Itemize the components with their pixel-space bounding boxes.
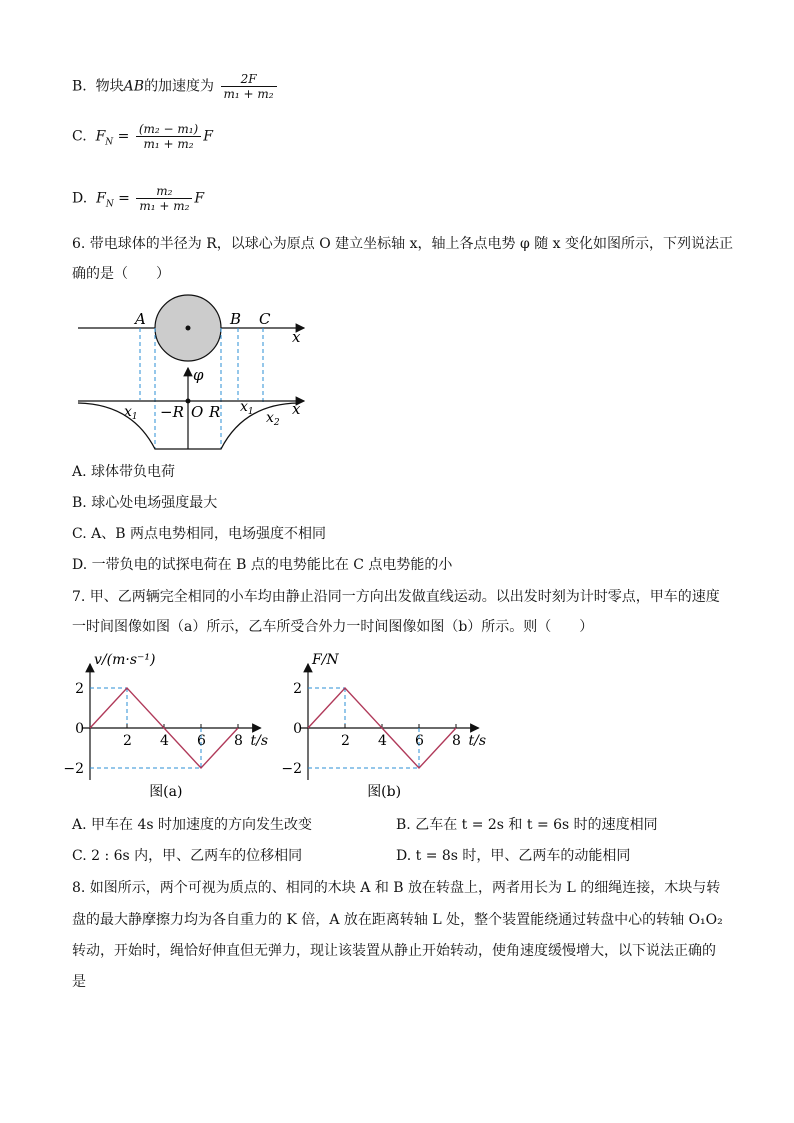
option-d: D. $F_N$ = $\frac{\text{m₂}}{\text{m₁ + m₂}}$ F	[72, 184, 205, 213]
q8-stem-line4: 是	[72, 974, 86, 990]
option-c: C. $F_N$ = $\frac{\text{(m₂ − m₁)}}{\text{m₁ + m₂}}$ F	[72, 122, 213, 151]
q7b-ytick-label-0: 2	[293, 681, 302, 697]
q6-option-d: D. 一带负电的试探电荷在 B 点的电势能比在 C 点电势能的小	[72, 557, 453, 573]
q6-label-r: R	[209, 403, 221, 421]
option-b: B. 物块AB的加速度为 $\frac{2F}{\text{m₁ + m₂}}$	[72, 72, 279, 101]
q6-option-b: B. 球心处电场强度最大	[72, 495, 218, 511]
q7-option-d: D. t = 8s 时，甲、乙两车的动能相同	[396, 848, 631, 864]
q7b-title: 图(b)	[367, 784, 402, 800]
q6-origin-dot	[186, 399, 191, 404]
q6-option-c: C. A、B 两点电势相同，电场强度不相同	[72, 526, 326, 542]
q7-chart-b	[281, 645, 500, 807]
q7-option-c: C. 2 : 6s 内，甲、乙两车的位移相同	[72, 848, 303, 864]
q7b-ytick-label-2: −2	[281, 761, 302, 777]
q7a-title: 图(a)	[149, 784, 183, 800]
q7b-xtick-label-6: 6	[415, 733, 424, 749]
q7b-ytick-label-1: 0	[293, 721, 302, 737]
q7b-ylabel: F/N	[312, 652, 339, 668]
q6-label-o: O	[191, 403, 204, 421]
q7-option-b: B. 乙车在 t = 2s 和 t = 6s 时的速度相同	[396, 817, 658, 833]
q7a-xtick-label-4: 4	[160, 733, 169, 749]
q7a-xtick-label-2: 2	[123, 733, 132, 749]
q7-option-a: A. 甲车在 4s 时加速度的方向发生改变	[72, 817, 313, 833]
q7a-xtick-label-6: 6	[197, 733, 206, 749]
q8-stem-line3: 转动，开始时，绳恰好伸直但无弹力，现让该装置从静止开始转动，使角速度缓慢增大，以下说法正确的	[72, 943, 716, 959]
option-b-fraction: $\frac{2F}{\text{m₁ + m₂}}$	[221, 72, 277, 101]
q6-label-x1-left: $x_1$	[124, 404, 138, 422]
q6-label-phi: φ	[193, 366, 204, 384]
q6-label-c: C	[259, 310, 271, 328]
q6-figure	[72, 292, 322, 452]
option-d-fraction: $\frac{\text{m₂}}{\text{m₁ + m₂}}$	[136, 184, 192, 213]
q6-label-x2: $x_2$	[266, 410, 280, 428]
q6-label-x1-right: $x_1$	[240, 399, 254, 417]
q6-label-b: B	[230, 310, 242, 328]
q7b-xtick-label-2: 2	[341, 733, 350, 749]
q6-option-a: A. 球体带负电荷	[72, 464, 176, 480]
q7a-ytick-label-2: −2	[63, 761, 84, 777]
q7a-ytick-label-0: 2	[75, 681, 84, 697]
q8-stem-line2: 盘的最大静摩擦力均为各自重力的 K 倍，A 放在距离转轴 L 处，整个装置能绕通过转盘中心的转轴 O₁O₂	[72, 912, 723, 928]
q7a-xtick-label-8: 8	[234, 733, 243, 749]
q6-stem-line1: 6. 带电球体的半径为 R，以球心为原点 O 建立坐标轴 x，轴上各点电势 φ 随 x 变化如图所示，下列说法正	[72, 236, 734, 252]
q6-sphere-center	[186, 326, 191, 331]
q6-label-x-top: x	[292, 328, 301, 346]
q6-stem-line2: 确的是（ ）	[72, 266, 170, 282]
q7a-xlabel: t/s	[250, 733, 269, 749]
q6-label-x-bottom: x	[292, 400, 301, 418]
q6-label-a: A	[135, 310, 146, 328]
q8-stem-line1: 8. 如图所示，两个可视为质点的、相同的木块 A 和 B 放在转盘上，两者用长为 L 的细绳连接，木块与转	[72, 880, 721, 896]
q7b-xtick-label-4: 4	[378, 733, 387, 749]
q7a-ytick-label-1: 0	[75, 721, 84, 737]
q6-label-neg-r: −R	[160, 403, 184, 421]
q7-stem-line1: 7. 甲、乙两辆完全相同的小车均由静止沿同一方向出发做直线运动。以出发时刻为计时零点，甲车的速度	[72, 589, 720, 605]
q7a-ylabel: v/(m·s⁻¹)	[94, 652, 156, 668]
q7-chart-a	[63, 645, 282, 807]
q7b-xlabel: t/s	[468, 733, 487, 749]
q7-stem-line2: 一时间图像如图（a）所示，乙车所受合外力一时间图像如图（b）所示。则（ ）	[72, 619, 594, 635]
option-c-fraction: $\frac{\text{(m₂ − m₁)}}{\text{m₁ + m₂}}$	[136, 122, 201, 151]
q7b-xtick-label-8: 8	[452, 733, 461, 749]
